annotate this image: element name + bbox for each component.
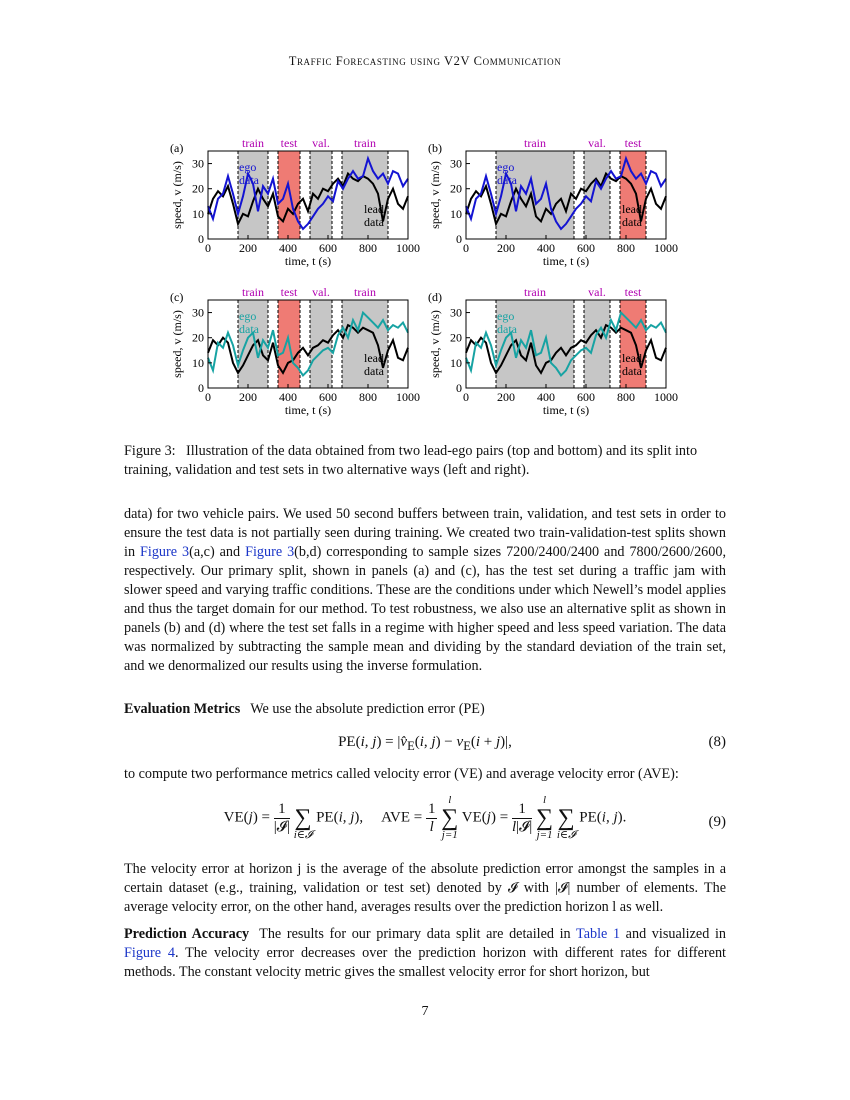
x-tick-label: 200	[239, 390, 257, 404]
split-region-2	[310, 300, 332, 388]
pred-text-b: and visualized in	[620, 926, 726, 942]
panel-label: (a)	[170, 141, 184, 155]
split-label: val.	[588, 285, 606, 299]
x-tick-label: 1000	[396, 390, 420, 404]
x-tick-label: 1000	[654, 241, 678, 255]
figure-caption	[124, 442, 726, 480]
x-axis-label: time, t (s)	[542, 254, 590, 268]
x-tick-label: 400	[279, 241, 297, 255]
x-tick-label: 0	[205, 241, 211, 255]
y-tick-label: 10	[192, 206, 204, 221]
figure-4-link[interactable]: Figure 4	[124, 945, 175, 961]
x-tick-label: 600	[319, 241, 337, 255]
caption-text: Illustration of the data obtained from two lead-ego pairs (top and bottom) and its split into training, validation and test sets in two alternative ways (left and right).	[124, 443, 698, 478]
lead-annotation: lead	[622, 202, 642, 216]
y-tick-label: 10	[450, 355, 462, 370]
y-tick-label: 20	[192, 181, 204, 196]
ego-annotation: data	[497, 322, 517, 336]
x-axis-label: time, t (s)	[542, 403, 590, 417]
x-tick-label: 200	[497, 390, 515, 404]
running-head: Traffic Forecasting using V2V Communication	[288, 54, 562, 68]
equation-8-body: PE(i, $j) = |v̂_E(i$, $j) - v_E(i + j)|$,	[338, 734, 512, 753]
split-label: val.	[588, 136, 606, 150]
panel-label: (d)	[428, 290, 442, 304]
y-tick-label: 20	[450, 330, 462, 345]
split-label: val.	[312, 136, 330, 150]
y-axis-label: speed, v (m/s)	[428, 310, 442, 378]
ego-annotation: data	[239, 322, 259, 336]
page-number: 7	[421, 1004, 429, 1019]
x-tick-label: 400	[537, 390, 555, 404]
equation-9-body: VE(j) = $\frac{1}{\text{|𝓘|}}$ ∑ i∈𝓘 PE(i, j), AVE = $\frac{1}{l}$ l ∑ j=1 VE(j) = $\frac{1}{\text{l|𝓘|}}$ l ∑ j=1 ∑ i∈𝓘 PE(i, j).	[223, 794, 627, 841]
lead-annotation: lead	[364, 351, 384, 365]
x-tick-label: 600	[577, 241, 595, 255]
figure-3-panels	[165, 120, 705, 425]
ego-annotation: ego	[239, 309, 257, 323]
ego-annotation: data	[239, 173, 259, 187]
paragraph-data-split	[124, 505, 726, 676]
y-tick-label: 30	[192, 156, 204, 171]
x-tick-label: 800	[359, 241, 377, 255]
x-tick-label: 400	[537, 241, 555, 255]
panel-label: (c)	[170, 290, 184, 304]
x-tick-label: 800	[359, 390, 377, 404]
p1-text-c: (b,d) corresponding to sample sizes 7200/2400/2400 and 7800/2600/2600, respectively. Our primary split, shown in panels (a) and (c), has the test set during a traffic jam with slower speed and varying traffic conditions. These are the conditions under which Newell’s model applies and thus the target domain for our method. To test robustness, we also use an alternative split as shown in panels (b) and (d) where the test set falls in a regime with higher speed and less speed variation. The data was normalized by subtracting the sample mean and dividing by the standard deviation of the train set, and we denormalized our results using the inverse formulation.	[124, 544, 727, 674]
evaluation-metrics-text: We use the absolute prediction error (PE)	[250, 701, 485, 717]
pred-text-a: The results for our primary data split are detailed in	[259, 926, 577, 942]
split-label: test	[280, 285, 298, 299]
pred-text-c: . The velocity error decreases over the prediction horizon with different rates for different methods. The constant velocity metric gives the smallest velocity error for short horizon, but	[124, 945, 726, 980]
equation-9-number: (9)	[708, 814, 726, 830]
equation-9	[124, 792, 726, 856]
y-tick-label: 10	[450, 206, 462, 221]
paragraph-prediction-accuracy	[124, 925, 726, 982]
paragraph-velocity-error: The velocity error at horizon j is the average of the absolute prediction error amongst the samples in a certain dataset (e.g., training, validation or test set) denoted by 𝓘 with |𝓘| number of elements. The average velocity error, on the other hand, averages results over the prediction horizon l as well.	[124, 861, 726, 915]
split-label: train	[242, 285, 264, 299]
y-tick-label: 10	[192, 355, 204, 370]
table-1-link[interactable]: Table 1	[576, 926, 621, 942]
p1-text-b: (a,c) and	[189, 544, 246, 560]
panel-label: (b)	[428, 141, 442, 155]
split-label: train	[354, 136, 376, 150]
y-tick-label: 0	[456, 381, 462, 395]
ego-annotation: ego	[239, 160, 257, 174]
x-tick-label: 0	[463, 241, 469, 255]
split-label: test	[280, 136, 298, 150]
lead-annotation: data	[364, 364, 384, 378]
prediction-accuracy-heading: Prediction Accuracy	[124, 926, 250, 942]
paragraph-evaluation-metrics	[124, 700, 726, 719]
y-tick-label: 20	[192, 330, 204, 345]
x-tick-label: 400	[279, 390, 297, 404]
y-tick-label: 30	[192, 305, 204, 320]
equation-8-number: (8)	[708, 734, 726, 750]
y-tick-label: 0	[198, 381, 204, 395]
x-tick-label: 200	[239, 241, 257, 255]
x-tick-label: 600	[577, 390, 595, 404]
split-label: val.	[312, 285, 330, 299]
ego-annotation: data	[497, 173, 517, 187]
paragraph-metrics-intro: to compute two performance metrics called velocity error (VE) and average velocity error (AVE):	[124, 766, 679, 782]
figure-3-link-2[interactable]: Figure 3	[245, 544, 295, 560]
split-region-1	[278, 151, 300, 239]
x-tick-label: 1000	[396, 241, 420, 255]
y-tick-label: 20	[450, 181, 462, 196]
y-axis-label: speed, v (m/s)	[170, 310, 184, 378]
x-tick-label: 200	[497, 241, 515, 255]
y-tick-label: 30	[450, 156, 462, 171]
split-label: test	[624, 285, 642, 299]
figure-3-link[interactable]: Figure 3	[140, 544, 190, 560]
split-label: train	[354, 285, 376, 299]
x-tick-label: 800	[617, 241, 635, 255]
p1-text-a: data) for two vehicle pairs. We used 50 second buffers between train, validation, and test sets in order to ensure the test data is not partially seen during training. We created two train-validation-test splits shown in	[124, 506, 726, 560]
caption-label: Figure 3:	[124, 443, 176, 459]
ego-annotation: ego	[497, 160, 515, 174]
lead-annotation: lead	[622, 351, 642, 365]
y-axis-label: speed, v (m/s)	[428, 161, 442, 229]
x-tick-label: 600	[319, 390, 337, 404]
ego-annotation: ego	[497, 309, 515, 323]
split-label: train	[524, 136, 546, 150]
y-tick-label: 30	[450, 305, 462, 320]
split-label: train	[524, 285, 546, 299]
split-region-1	[584, 300, 610, 388]
x-tick-label: 800	[617, 390, 635, 404]
lead-annotation: data	[364, 215, 384, 229]
x-tick-label: 0	[463, 390, 469, 404]
split-region-1	[584, 151, 610, 239]
lead-annotation: lead	[364, 202, 384, 216]
evaluation-metrics-heading: Evaluation Metrics	[124, 701, 241, 717]
y-axis-label: speed, v (m/s)	[170, 161, 184, 229]
x-tick-label: 0	[205, 390, 211, 404]
x-axis-label: time, t (s)	[284, 254, 332, 268]
equation-8	[124, 734, 726, 756]
x-tick-label: 1000	[654, 390, 678, 404]
y-tick-label: 0	[198, 232, 204, 246]
x-axis-label: time, t (s)	[284, 403, 332, 417]
split-label: train	[242, 136, 264, 150]
lead-annotation: data	[622, 364, 642, 378]
y-tick-label: 0	[456, 232, 462, 246]
lead-annotation: data	[622, 215, 642, 229]
split-label: test	[624, 136, 642, 150]
figure-3	[165, 120, 705, 425]
